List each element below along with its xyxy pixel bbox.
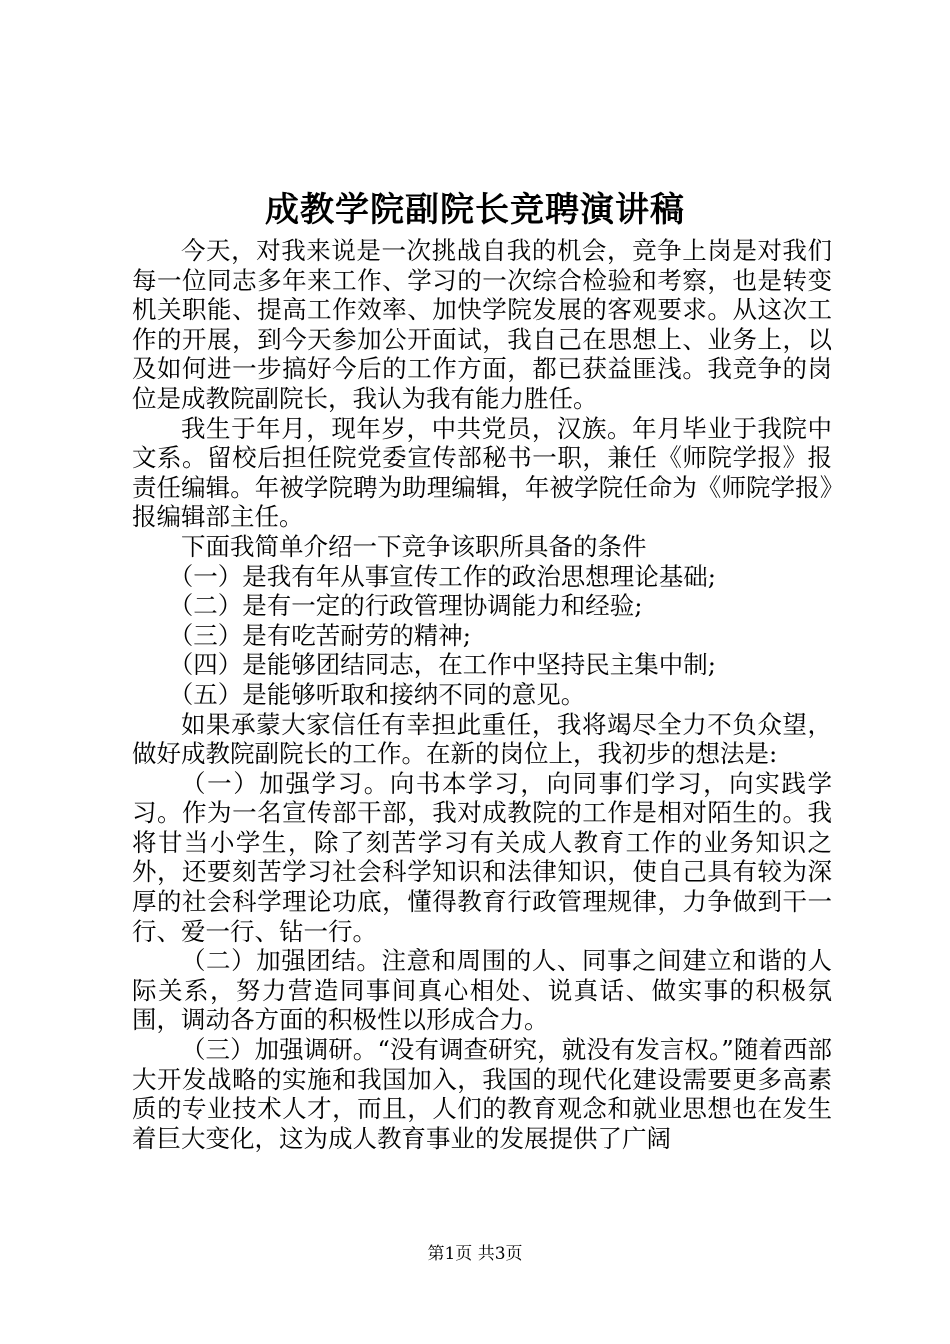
plan-item-1: （一）加强学习。向书本学习，向同事们学习，向实践学习。作为一名宣传部干部，我对成教院的工作是相对陌生的。我将甘当小学生，除了刻苦学习有关成人教育工作的业务知识之外，还要刻苦学习社会科学知识和法律知识，使自己具有较为深厚的社会科学理论功底，懂得教育行政管理规律，力争做到干一行、爱一行、钻一行。: [132, 768, 832, 946]
document-title: 成教学院副院长竞聘演讲稿: [265, 190, 685, 230]
document-body: [132, 236, 832, 1153]
condition-item-1: （一）是我有年从事宣传工作的政治思想理论基础;: [168, 561, 717, 591]
paragraph-intro: 今天，对我来说是一次挑战自我的机会，竞争上岗是对我们每一位同志多年来工作、学习的一次综合检验和考察，也是转变机关职能、提高工作效率、加快学院发展的客观要求。从这次工作的开展，到今天参加公开面试，我自己在思想上、业务上，以及如何进一步搞好今后的工作方面，都已获益匪浅。我竞争的岗位是成教院副院长，我认为我有能力胜任。: [132, 236, 832, 413]
paragraph-background: 我生于年月，现年岁，中共党员，汉族。年月毕业于我院中文系。留校后担任院党委宣传部秘书一职，兼任《师院学报》报责任编辑。年被学院聘为助理编辑，年被学院任命为《师院学报》报编辑部主任。: [132, 413, 832, 532]
paragraph-conditions-intro: 下面我简单介绍一下竞争该职所具备的条件: [181, 531, 647, 561]
condition-item-4: （四）是能够团结同志，在工作中坚持民主集中制;: [168, 650, 717, 680]
paragraph-plans-intro: 如果承蒙大家信任有幸担此重任，我将竭尽全力不负众望，做好成教院副院长的工作。在新的岗位上，我初步的想法是:: [132, 709, 832, 769]
condition-item-5: （五）是能够听取和接纳不同的意见。: [168, 679, 586, 709]
condition-item-2: （二）是有一定的行政管理协调能力和经验;: [168, 591, 643, 621]
plan-item-3: （三）加强调研。“没有调查研究，就没有发言权。”随着西部大开发战略的实施和我国加入，我国的现代化建设需要更多高素质的专业技术人才，而且，人们的教育观念和就业思想也在发生着巨大变化，这为成人教育事业的发展提供了广阔: [132, 1035, 832, 1153]
plan-item-2: （二）加强团结。注意和周围的人、同事之间建立和谐的人际关系，努力营造同事间真心相处、说真话、做实事的积极氛围，调动各方面的积极性以形成合力。: [132, 946, 832, 1035]
condition-item-3: （三）是有吃苦耐劳的精神;: [168, 620, 472, 650]
page-footer: 第1页 共3页: [427, 1244, 523, 1264]
